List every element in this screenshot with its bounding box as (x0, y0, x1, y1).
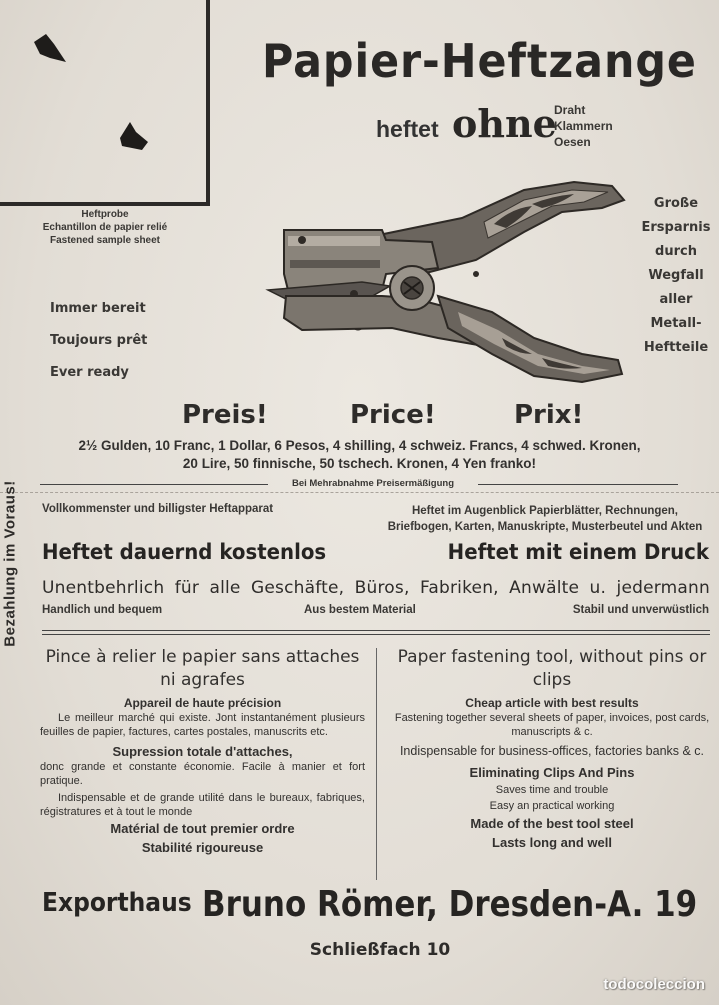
english-lasting-heading: Lasts long and well (492, 835, 612, 850)
english-eliminating-heading: Eliminating Clips And Pins (469, 765, 635, 780)
french-precision-heading: Appareil de haute précision (123, 696, 282, 710)
feature-indispensable: Unentbehrlich für alle Geschäfte, Büros, Fabriken, Anwälte u. jedermann (42, 578, 710, 598)
english-steel-heading: Made of the best tool steel (470, 816, 634, 831)
ohne-word: ohne (452, 101, 557, 146)
fold-line (0, 492, 719, 493)
english-title: Paper fastening tool, without pins or clips (397, 647, 707, 690)
savings-line: durch (655, 244, 697, 259)
savings-line: Ersparnis (641, 220, 711, 235)
sample-caption-fr: Echantillon de papier relié (42, 222, 168, 233)
divider-rule (478, 484, 678, 485)
bulk-discount-note: Bei Mehrabnahme Preisermäßigung (291, 478, 455, 489)
stapling-pliers-icon (262, 178, 632, 393)
attribute-durable: Stabil und unverwüstlich (572, 604, 709, 616)
savings-claim (636, 192, 716, 360)
feature-cheapest: Vollkommenster und billigster Heftapparat (42, 503, 274, 515)
feature-instant-fastening (175, 503, 710, 535)
feature-instant-fastening-text: Heftet im Augenblick Papierblätter, Rechnungen, Briefbogen, Karten, Manuskripte, Musterbeutel und Akten (387, 505, 703, 533)
english-best-results-heading: Cheap article with best results (465, 696, 639, 710)
without-item-eyelets: Oesen (554, 135, 591, 149)
ready-claims (50, 293, 147, 389)
savings-line: Wegfall (648, 268, 704, 283)
claim-de: Immer bereit (50, 301, 146, 316)
price-word-fr: Prix! (514, 400, 584, 430)
french-stability-heading: Stabilité rigoureuse (141, 840, 264, 855)
staple-hole-icon (32, 32, 72, 72)
claim-fr: Toujours prêt (50, 333, 148, 348)
french-material-heading: Matérial de tout premier ordre (110, 821, 295, 836)
french-title: Pince à relier le papier sans attaches ni agrafes (45, 647, 360, 690)
price-list-line-2: 20 Lire, 50 finnische, 50 tschech. Kronen, 4 Yen franko! (182, 456, 537, 471)
french-body-3: Indispensable et de grande utilité dans le bureaux, fabriques, régistratures et à tout le monde (40, 792, 365, 818)
french-no-attachments-heading: Supression totale d'attaches, (112, 744, 293, 759)
english-body-3a: Saves time and trouble (495, 784, 609, 796)
staple-hole-icon (116, 120, 156, 160)
savings-line: Heftteile (643, 340, 709, 355)
sample-caption (0, 208, 210, 247)
english-body-1: Fastening together several sheets of paper, invoices, post cards, manuscripts & c. (394, 712, 710, 738)
english-body-3b: Easy an practical working (489, 799, 615, 812)
without-item-wire: Draht (554, 103, 586, 117)
heftet-word: heftet (376, 116, 439, 142)
english-body-2: Indispensable for business-offices, factories banks & c. (399, 744, 705, 758)
feature-free-stapling: Heftet dauernd kostenlos (42, 540, 327, 564)
postbox: Schließfach 10 (309, 940, 451, 960)
without-items-list (554, 102, 613, 150)
exporthaus-label: Exporthaus (42, 888, 192, 918)
english-column (392, 646, 712, 850)
sample-caption-en: Fastened sample sheet (49, 235, 161, 246)
claim-en: Ever ready (50, 365, 129, 380)
price-word-en: Price! (350, 400, 436, 430)
firm-name-address: Bruno Römer, Dresden-A. 19 (202, 884, 698, 925)
price-list-line-1: 2½ Gulden, 10 Franc, 1 Dollar, 6 Pesos, 4 shilling, 4 schweiz. Francs, 4 schwed. Kronen, (78, 438, 641, 453)
price-word-de: Preis! (182, 400, 268, 430)
sample-sheet-box (0, 0, 210, 206)
double-rule (42, 630, 710, 635)
sample-caption-de: Heftprobe (81, 209, 129, 220)
attribute-handy: Handlich und bequem (42, 604, 163, 616)
french-body-2: donc grande et constante économie. Facile à manier et fort pratique. (40, 761, 365, 787)
divider-rule (40, 484, 268, 485)
savings-line: Metall- (650, 316, 702, 331)
attribute-best-material: Aus bestem Material (304, 604, 416, 616)
without-item-clips: Klammern (554, 119, 613, 133)
payment-in-advance-note: Bezahlung im Voraus! (1, 480, 19, 647)
column-divider (376, 648, 377, 880)
savings-line: Große (653, 196, 699, 211)
watermark: todocoleccion (603, 976, 705, 993)
savings-line: aller (659, 292, 693, 307)
french-body-1: Le meilleur marché qui existe. Jont instantanément plusieurs feuilles de papier, factures, cartes postales, manuscrits etc. (40, 712, 365, 738)
french-column (40, 646, 365, 855)
feature-one-press: Heftet mit einem Druck (447, 540, 709, 564)
main-title: Papier-Heftzange (262, 34, 697, 88)
